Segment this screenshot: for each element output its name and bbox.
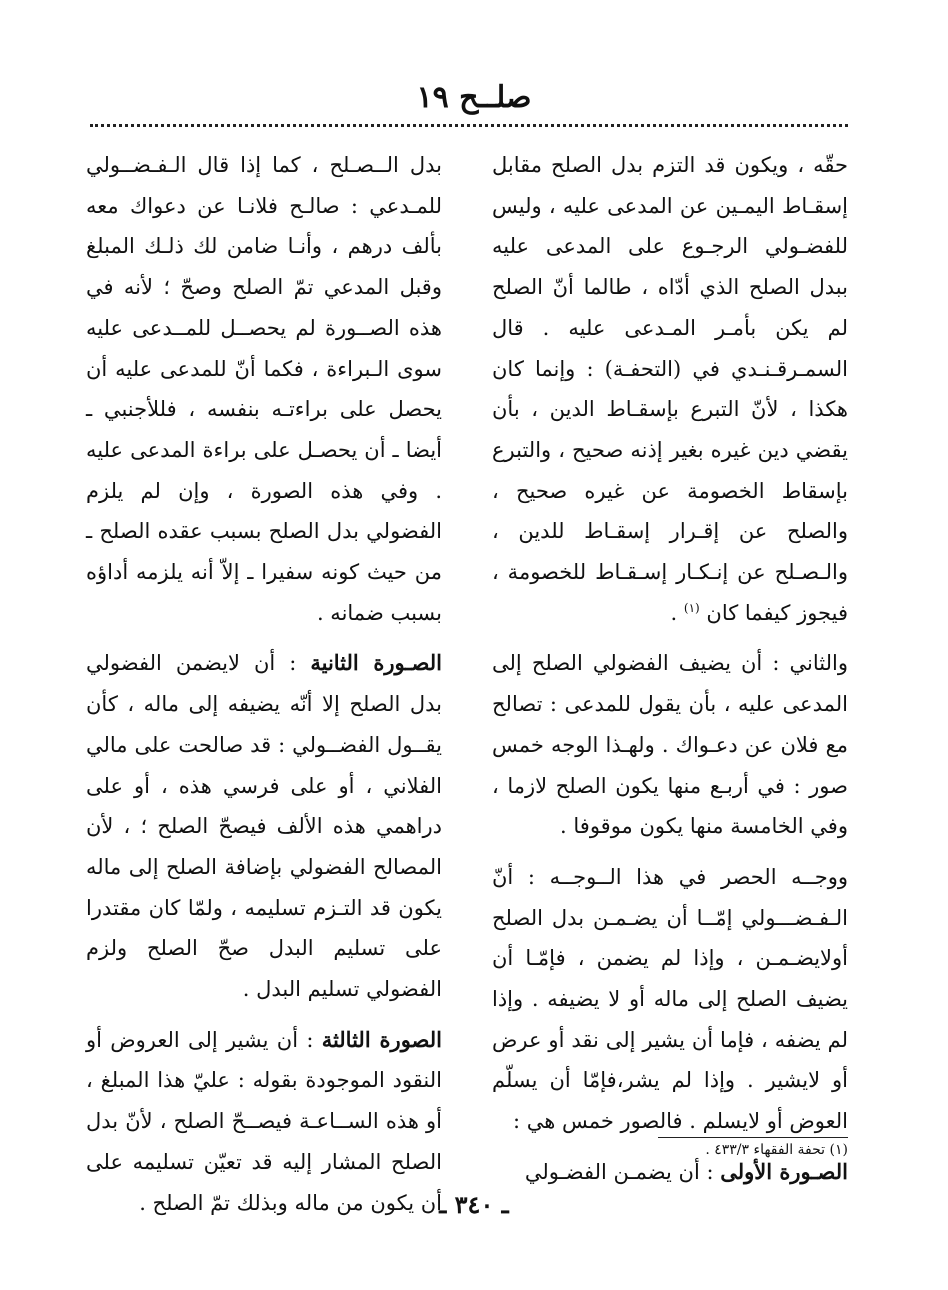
- section-label: الصورة الثالثة: [321, 1026, 442, 1052]
- right-text-column: [492, 145, 848, 1203]
- left-text-column: [86, 145, 442, 1233]
- paragraph: بدل الــصـلح ، كما إذا قال الـفـضــولي للمـدعي : صالـح فلانـا عن دعواك معه بألف درهم ، وأنـا ضامن لك ذلـك المبلغ وقبل المدعي تمّ الصلح وصحّ ؛ لأنه في هذه الصــورة لم يحصــل للمــدعى عليه سوى الـبراءة ، فكما أنّ للمدعى عليه أن يحصل على براءتـه بنفسه ، فللأجنبي ـ أيضا ـ أن يحصـل على براءة المدعى عليه . وفي هذه الصورة ، وإن لم يلزم الفضولي بدل الصلح بسبب عقده الصلح ـ من حيث كونه سفيرا ـ إلاّ أنه يلزمه أداؤه بسبب ضمانه .: [86, 153, 442, 625]
- paragraph-text: : أن لايضمن الفضولي بدل الصلح إلا أنّه يضيفه إلى ماله ، كأن يقــول الفضــولي : قد صالحت على مالي الفلاني ، أو على فرسي هذه ، أو على دراهمي هذه الألف فيصحّ الصلح ؛ ، لأن المصالح الفضولي بإضافة الصلح إلى ماله يكون قد التـزم تسليمه ، ولمّا كان مقتدرا على تسليم البدل صحّ الصلح ولزم الفضولي تسليم البدل .: [86, 651, 442, 1002]
- paragraph-text: : أن يضمـن الفضـولي: [524, 1159, 714, 1184]
- paragraph-end-mark: .: [670, 600, 678, 625]
- paragraph: والثاني : أن يضيف الفضولي الصلح إلى المدعى عليه ، بأن يقول للمدعى : تصالح مع فلان عن دعـواك . ولهـذا الوجه خمس صور : في أربـع منها يكون الصلح لازما ، وفي الخامسة منها يكون موقوفا .: [492, 651, 848, 839]
- footnote-reference[interactable]: (١): [683, 600, 700, 615]
- page-header-title: صلــح ١٩: [416, 80, 532, 115]
- paragraph: [86, 643, 442, 1009]
- section-label: الصـورة الثانية: [310, 650, 442, 676]
- footnote-divider: [658, 1137, 848, 1138]
- page-number: ـ ٣٤٠ ـ: [439, 1190, 509, 1219]
- paragraph: ووجــه الحصر في هذا الــوجــه : أنّ الـفـضـــولي إمّــا أن يضـمـن بدل الصلح أولايضـمـن ، وإذا لم يضمن ، فإمّـا أن يضيف الصلح إلى ماله أو لا يضيفه . وإذا لم يضفه ، فإما أن يشير إلى نقد أو عرض أو لايشير . وإذا لم يشر،فإمّا أن يسلّم العوض أو لايسلم . فالصور خمس هي :: [492, 864, 848, 1134]
- paragraph-text: : أن يشير إلى العروض أو النقود الموجودة بقوله : عليّ هذا المبلغ ، أو هذه الســاعـة فيصــحّ الصلح ، لأنّ بدل الصلح المشار إليه قد تعيّن تسليمه على أن يكون من ماله وبذلك تمّ الصلح .: [86, 1027, 442, 1215]
- paragraph-text: حقّه ، ويكون قد التزم بدل الصلح مقابل إسقـاط اليمـين عن المدعى عليه ، وليس للفضـولي الرجـوع على المدعى عليه ببدل الصلح الذي أدّاه ، طالما أنّ الصلح لم يكن بأمـر المـدعى عليه . قال السمـرقـنـدي في (التحفـة) : وإنما كان هكذا ، لأنّ التبرع بإسقـاط الدين ، بأن يقضي دين غيره بغير إذنه صحيح ، والتبرع بإسقاط الخصومة عن غيره صحيح ، والصلح عن إقـرار إسقـاط للدين ، والـصـلح عن إنـكـار إسـقـاط للخصومة ، فيجوز كيفما كان: [492, 153, 848, 625]
- section-label: الصـورة الأولى: [720, 1158, 848, 1184]
- paragraph: [492, 145, 848, 633]
- footnote: (١) تحفة الفقهاء ٤٣٣/٣ .: [705, 1142, 848, 1158]
- header-dotted-divider: [90, 124, 848, 127]
